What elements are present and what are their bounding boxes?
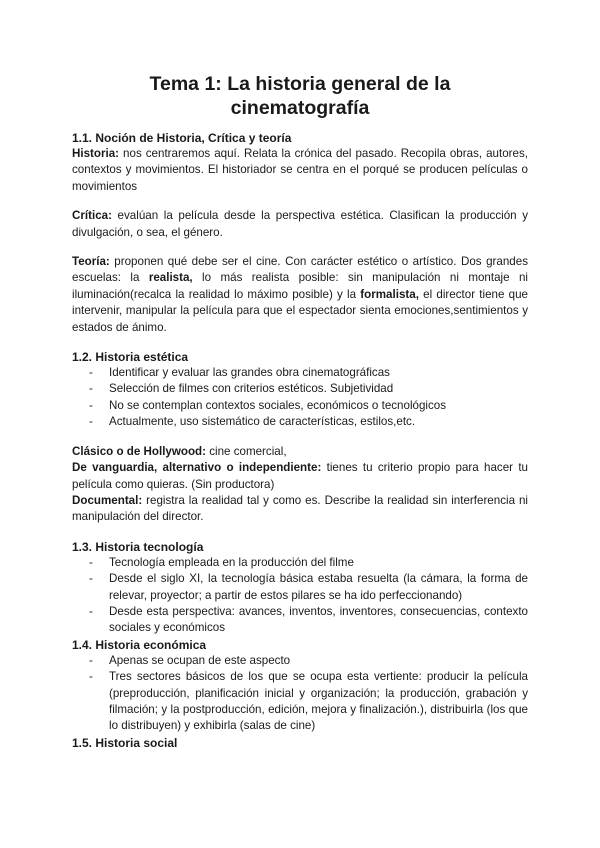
- critica-label: Crítica:: [72, 209, 112, 223]
- list-item: [72, 571, 528, 604]
- tecnologia-list: [72, 555, 528, 637]
- dash-bullet: -: [89, 653, 93, 667]
- teoria-text-1: proponen qué debe ser el cine. Con carácter estético o artístico. Dos grandes escuelas: la: [72, 255, 528, 285]
- dash-bullet: -: [89, 415, 93, 429]
- list-item: [72, 365, 528, 381]
- list-item: [72, 669, 528, 735]
- historia-paragraph: [72, 146, 528, 195]
- list-item: [72, 381, 528, 397]
- list-item-text: Actualmente, uso sistemático de características, estilos,etc.: [109, 415, 416, 429]
- teoria-text-3: el director tiene que intervenir, manipular la película para que el espectador sienta emociones,sentimientos y estados de ánimo.: [72, 287, 528, 334]
- dash-bullet: -: [89, 604, 93, 618]
- list-item: [72, 398, 528, 414]
- documental-label: Documental:: [72, 493, 143, 507]
- historia-label: Historia:: [72, 147, 120, 160]
- realista-term: realista,: [148, 271, 193, 285]
- vanguardia-paragraph: [72, 460, 528, 493]
- list-item-text: Tecnología empleada en la producción del filme: [109, 555, 354, 569]
- title-line-1: Tema 1: La historia general de la: [149, 73, 451, 95]
- dash-bullet: -: [89, 670, 93, 684]
- vanguardia-label: De vanguardia, alternativo o independiente:: [72, 461, 322, 475]
- list-item-text: No se contemplan contextos sociales, económicos o tecnológicos: [109, 398, 447, 412]
- economica-list: [72, 653, 528, 735]
- dash-bullet: -: [89, 572, 93, 586]
- formalista-term: formalista,: [360, 287, 419, 301]
- list-item: [72, 604, 528, 637]
- documental-paragraph: [72, 493, 528, 526]
- critica-paragraph: [72, 208, 528, 241]
- list-item-text: Identificar y evaluar las grandes obra cinematográficas: [109, 366, 390, 380]
- vanguardia-text: tienes tu criterio propio para hacer tu película como quieras. (Sin productora): [72, 461, 528, 491]
- section-heading-1-3: 1.3. Historia tecnología: [72, 539, 204, 554]
- teoria-paragraph: [72, 254, 528, 336]
- clasico-text: cine comercial,: [206, 444, 287, 458]
- document-page: [72, 72, 528, 751]
- section-heading-1-2: 1.2. Historia estética: [72, 350, 189, 365]
- clasico-paragraph: [72, 444, 528, 460]
- documental-text: registra la realidad tal y como es. Describe la realidad sin interferencia ni manipulación del director.: [72, 493, 528, 524]
- list-item-text: Desde esta perspectiva: avances, inventos, inventores, consecuencias, contexto sociales y económicos: [109, 604, 528, 635]
- teoria-text-2: lo más realista posible: sin manipulación ni montaje ni iluminación(recalca la realidad lo máximo posible) y la: [72, 271, 529, 301]
- list-item: [72, 555, 528, 571]
- section-heading-1-4: 1.4. Historia económica: [72, 637, 207, 652]
- critica-text: evalúan la película desde la perspectiva estética. Clasifican la producción y divulgación, o sea, el género.: [72, 209, 528, 239]
- dash-bullet: -: [89, 555, 93, 569]
- teoria-label: Teoría:: [72, 255, 110, 269]
- list-item: [72, 414, 528, 430]
- dash-bullet: -: [89, 382, 93, 396]
- section-heading-1-1: 1.1. Noción de Historia, Crítica y teoría: [72, 131, 292, 145]
- clasico-label: Clásico o de Hollywood:: [72, 444, 206, 458]
- list-item-text: Tres sectores básicos de los que se ocupa esta vertiente: producir la película (preproducción, planificación inicial y organización; la producción, grabación y filmación; y la postproducción, edición, mejora y finalización.), distribuirla (los que lo distribuyen) y exhibirla (salas de cine): [109, 670, 528, 733]
- page-title: [72, 72, 528, 120]
- dash-bullet: -: [89, 366, 93, 380]
- list-item-text: Desde el siglo XI, la tecnología básica estaba resuelta (la cámara, la forma de relevar, proyector; a partir de estos pilares se ha ido perfeccionando): [109, 572, 528, 602]
- dash-bullet: -: [89, 398, 93, 412]
- list-item-text: Apenas se ocupan de este aspecto: [109, 653, 291, 667]
- historia-text: nos centraremos aquí. Relata la crónica del pasado. Recopila obras, autores, contextos y movimientos. El historiador se centra en el porqué se producen películas o movimientos: [72, 147, 528, 193]
- section-heading-1-5: 1.5. Historia social: [72, 735, 178, 750]
- estetica-list: [72, 365, 528, 431]
- list-item: [72, 653, 528, 669]
- title-line-2: cinematografía: [230, 97, 370, 119]
- list-item-text: Selección de filmes con criterios estéticos. Subjetividad: [109, 382, 394, 396]
